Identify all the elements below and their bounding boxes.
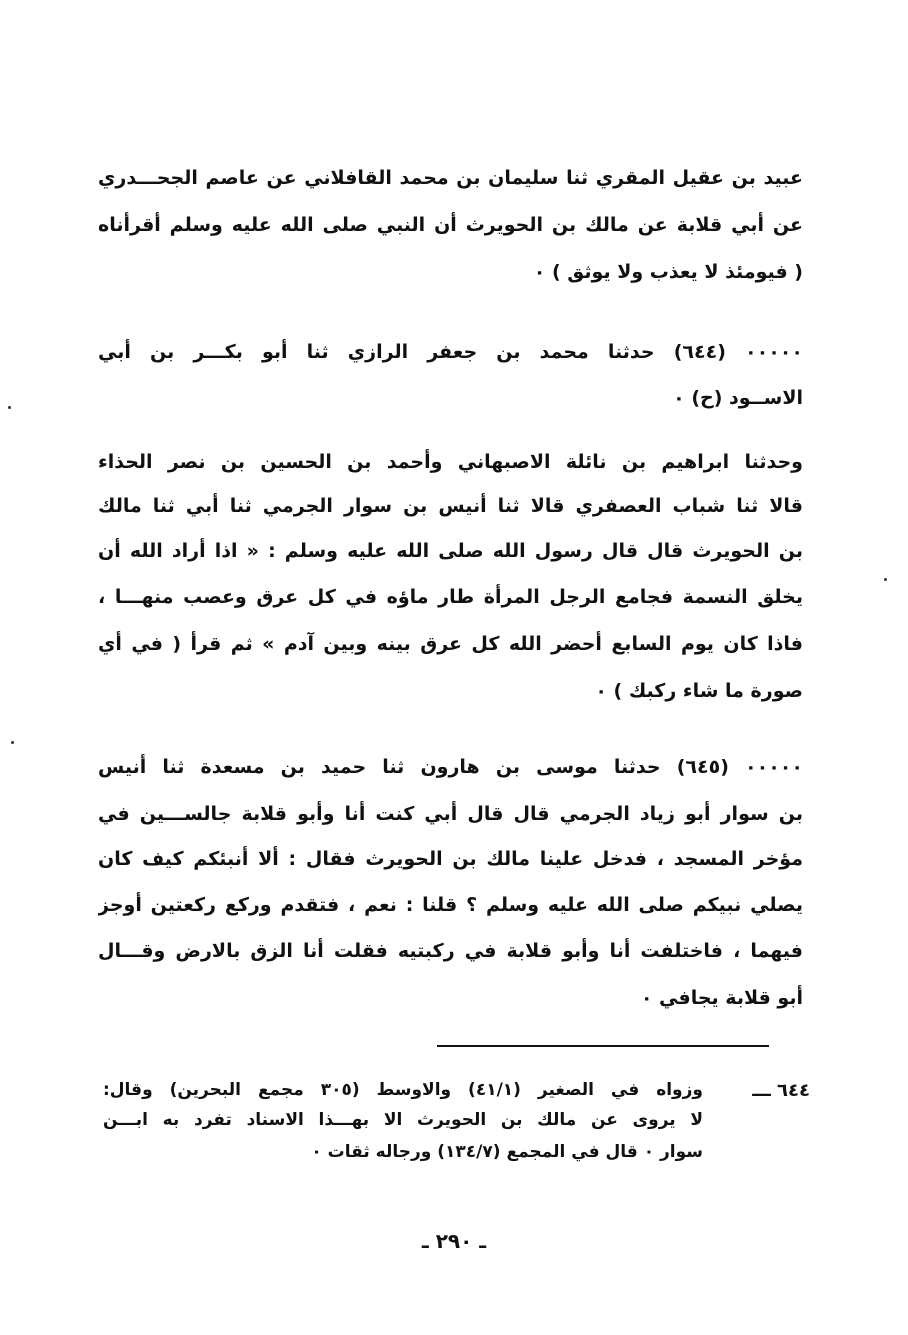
chain-line-1: وحدثنا ابراهيم بن نائلة الاصبهاني وأحمد بن الحسين بن نصر الحذاء: [98, 451, 803, 473]
chain-line-5: فاذا كان يوم السابع أحضر الله كل عرق بينه وبين آدم » ثم قرأ ( في أي: [98, 633, 803, 655]
footnote-number: ٦٤٤ ـــ: [752, 1080, 810, 1101]
scan-speck: [8, 406, 11, 409]
scan-speck: [884, 578, 887, 581]
hadith-644-line-2: الاســود (ح) ٠: [673, 387, 803, 409]
footnote-line-1: وزواه في الصغير (٤١/١) والاوسط (٣٠٥ مجمع البحرين) وقال:: [103, 1080, 703, 1100]
footnote-separator: [437, 1045, 769, 1047]
chain-line-2: قالا ثنا شباب العصفري قالا ثنا أنيس بن سوار الجرمي ثنا أبي ثنا مالك: [98, 495, 803, 517]
hadith-645-line-4: يصلي نبيكم صلى الله عليه وسلم ؟ قلنا : نعم ، فتقدم وركع ركعتين أوجز: [98, 894, 803, 916]
hadith-645-line-2: بن سوار أبو زياد الجرمي قال قال أبي كنت أنا وأبو قلابة جالســـين في: [98, 803, 803, 825]
chain-line-3: بن الحويرث قال قال رسول الله صلى الله عليه وسلم : « اذا أراد الله أن: [98, 540, 803, 562]
footnote-line-3: سوار ٠ قال في المجمع (١٣٤/٧) ورجاله ثقات ٠: [311, 1142, 703, 1162]
hadith-645-line-6: أبو قلابة يجافي ٠: [640, 987, 803, 1009]
body-line-1: عبيد بن عقيل المقري ثنا سليمان بن محمد القافلاني عن عاصم الجحـــدري: [98, 167, 803, 189]
body-line-3: ( فيومئذ لا يعذب ولا يوثق ) ٠: [533, 261, 803, 283]
scan-speck: [11, 741, 14, 744]
hadith-644-line-1: ٠٠٠٠٠ (٦٤٤) حدثنا محمد بن جعفر الرازي ثنا أبو بكـــر بن أبي: [98, 341, 803, 363]
hadith-645-line-1: ٠٠٠٠٠ (٦٤٥) حدثنا موسى بن هارون ثنا حميد بن مسعدة ثنا أنيس: [98, 756, 803, 778]
hadith-645-line-3: مؤخر المسجد ، فدخل علينا مالك بن الحويرث فقال : ألا أنبئكم كيف كان: [98, 848, 803, 870]
footnote-line-2: لا يروى عن مالك بن الحويرث الا بهـــذا الاسناد تفرد به ابـــن: [103, 1110, 703, 1130]
page-number: ـ ٢٩٠ ـ: [421, 1229, 487, 1253]
chain-line-6: صورة ما شاء ركبك ) ٠: [595, 680, 803, 702]
hadith-645-line-5: فيهما ، فاختلفت أنا وأبو قلابة في ركبتيه فقلت أنا الزق بالارض وقـــال: [98, 940, 803, 962]
chain-line-4: يخلق النسمة فجامع الرجل المرأة طار ماؤه في كل عرق وعصب منهـــا ،: [98, 586, 803, 608]
body-line-2: عن أبي قلابة عن مالك بن الحويرث أن النبي صلى الله عليه وسلم أقرأناه: [98, 214, 803, 236]
